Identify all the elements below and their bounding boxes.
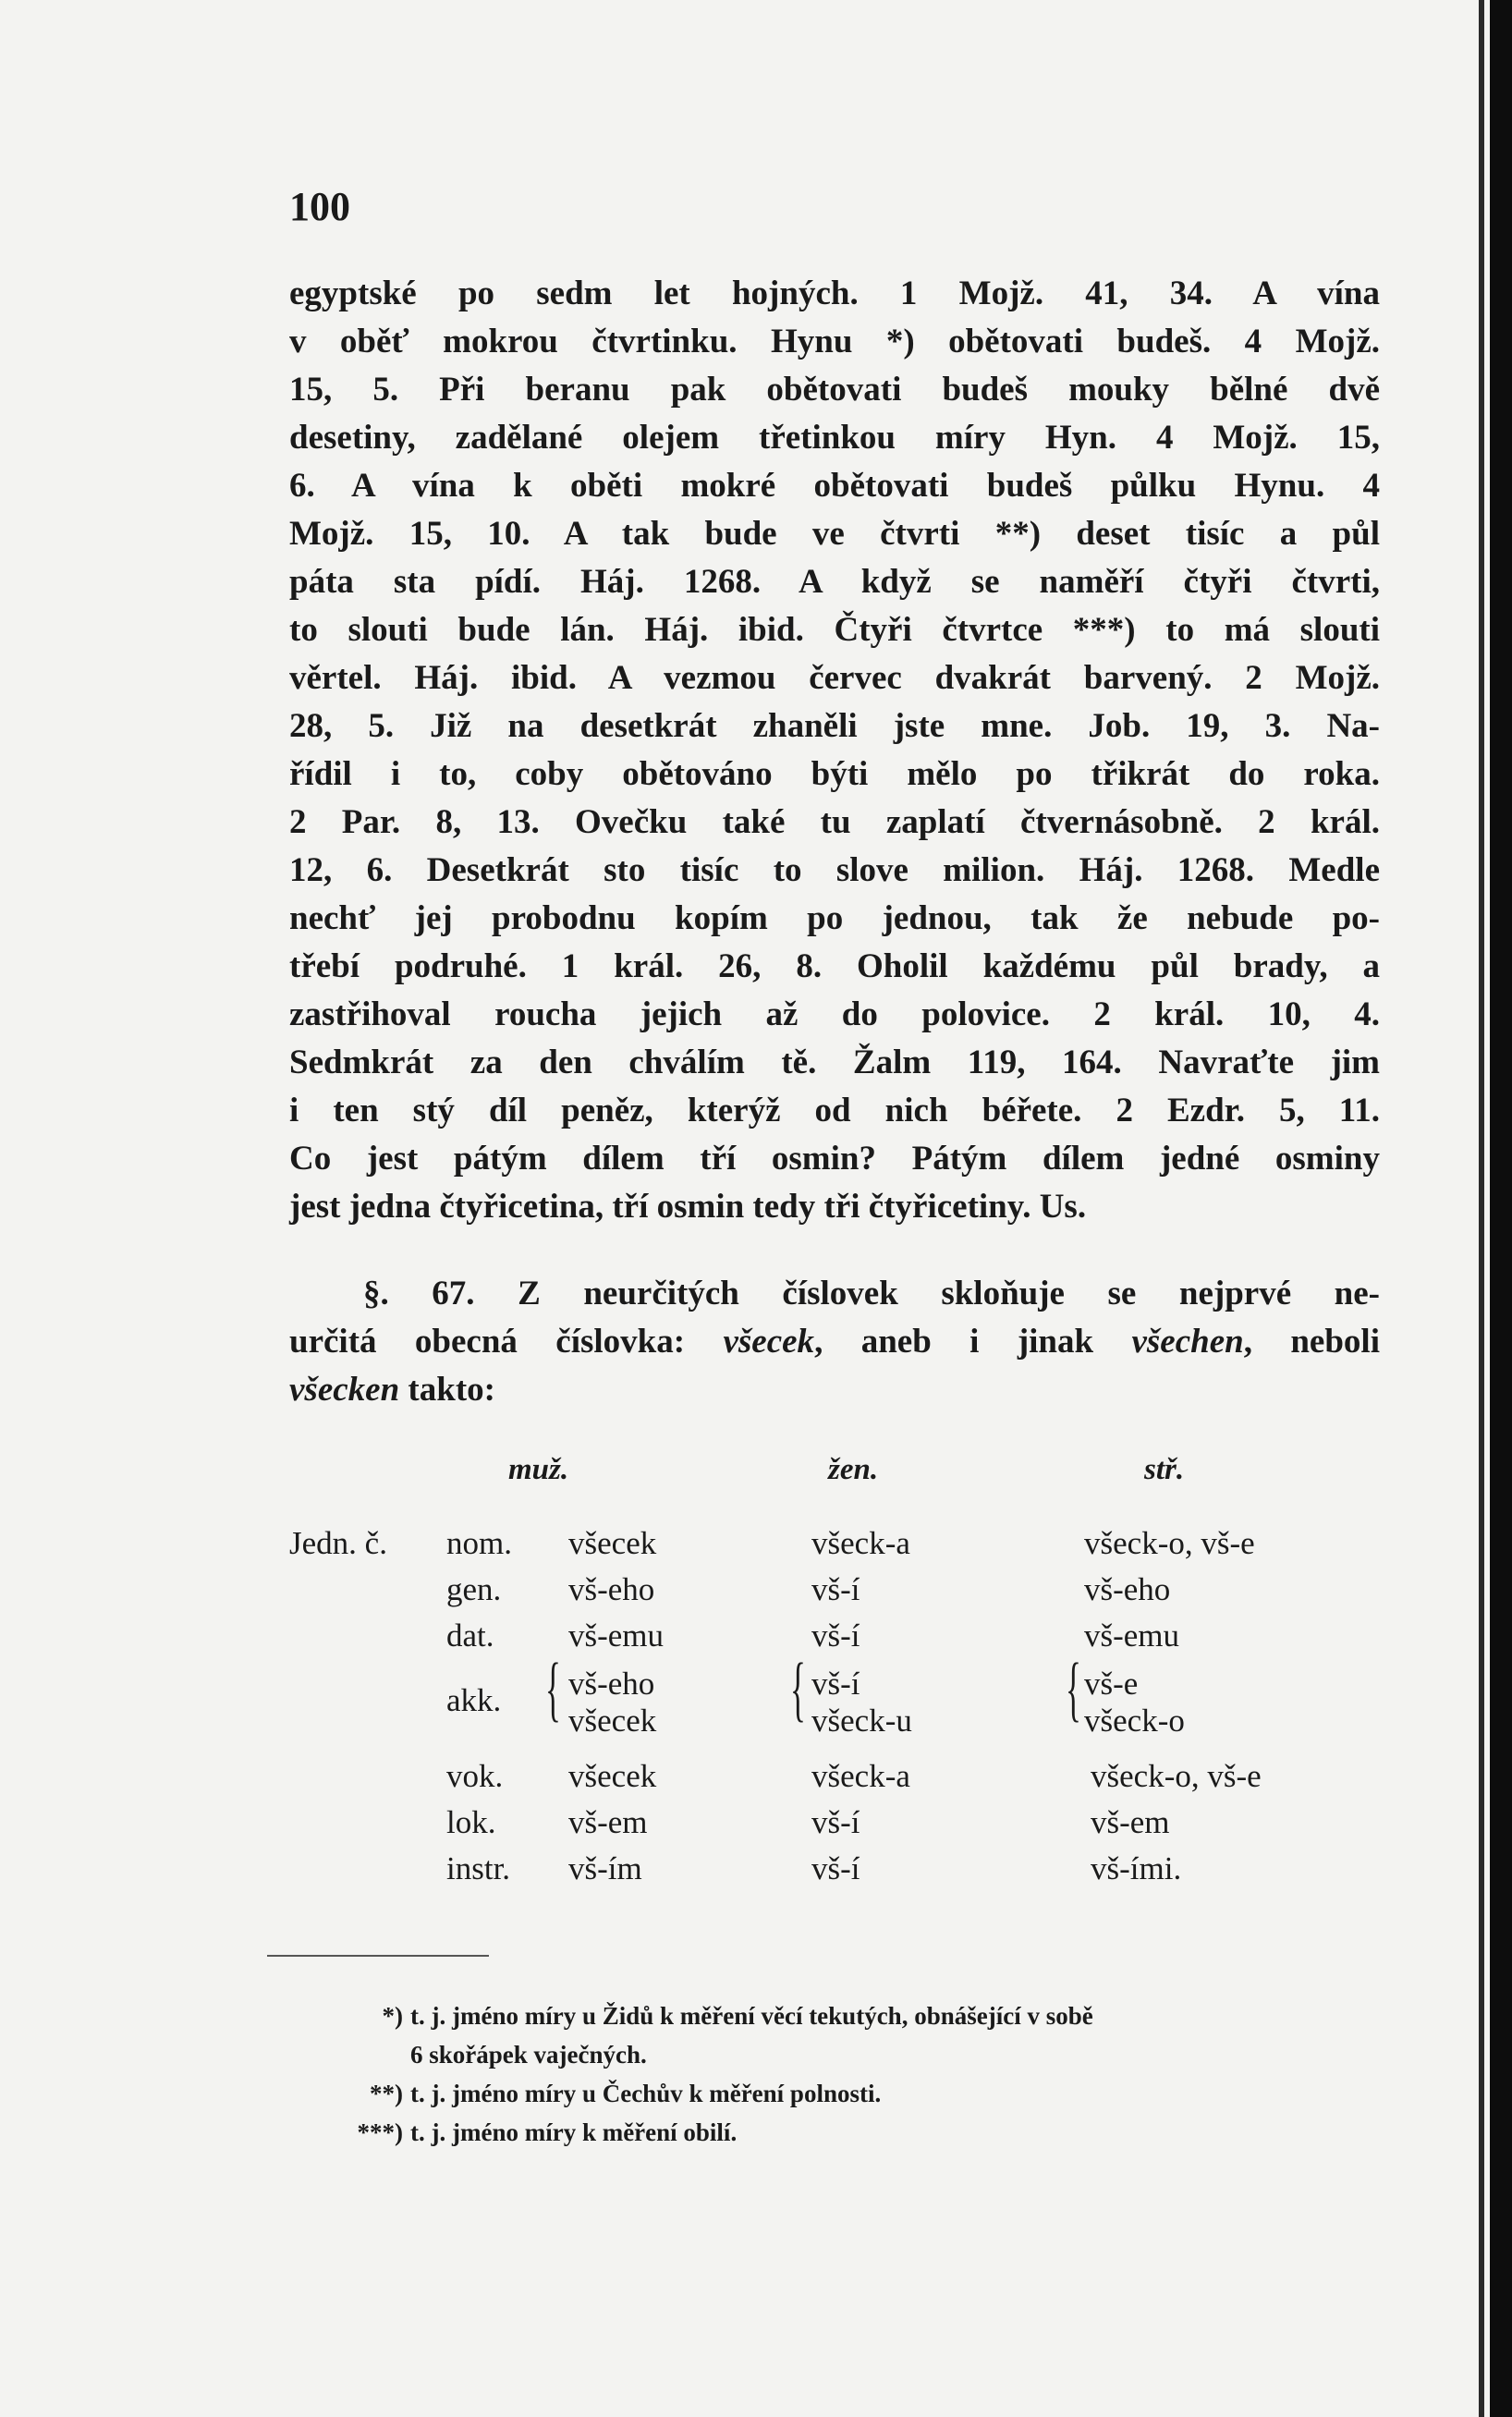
text-line: 28, 5. Již na desetkrát zhaněli jste mne. Job. 19, 3. Na- [289, 707, 1380, 745]
form-neut: všeck-o, vš-e [1091, 1758, 1262, 1794]
text-line: Mojž. 15, 10. A tak bude ve čtvrti **) deset tisíc a půl [289, 515, 1380, 553]
text-line: 6. A vína k oběti mokré obětovati budeš půlku Hynu. 4 [289, 467, 1380, 505]
text-line [289, 1318, 1380, 1366]
text-line: Co jest pátým dílem tří osmin? Pátým dílem jedné osminy [289, 1140, 1380, 1178]
form-neut: vš-e [1084, 1666, 1139, 1702]
text-run: takto: [399, 1371, 495, 1409]
form-masc: vš-em [568, 1804, 648, 1840]
text-line: věrtel. Háj. ibid. A vezmou červec dvakrát barvený. 2 Mojž. [289, 659, 1380, 697]
footnotes [333, 1996, 1377, 2152]
footnote-mark: ***) [357, 2118, 403, 2146]
case-label: instr. [446, 1850, 511, 1886]
footnote-divider [267, 1955, 489, 1957]
text-run: , aneb i jinak [814, 1323, 1132, 1361]
header-neuter: stř. [1144, 1453, 1185, 1486]
header-masculine: muž. [508, 1453, 569, 1486]
text-line: Sedmkrát za den chválím tě. Žalm 119, 164. Navraťte jim [289, 1044, 1380, 1081]
footnote-text: t. j. jméno míry u Čechův k měření polnosti. [410, 2080, 882, 2107]
brace: { [545, 1648, 561, 1728]
text-line: jest jedna čtyřicetina, tří osmin tedy tři čtyřicetiny. Us. [289, 1188, 1087, 1226]
form-neut: vš-ími. [1091, 1850, 1182, 1886]
form-masc: vš-emu [568, 1617, 665, 1654]
form-fem: vš-í [811, 1571, 860, 1607]
form-fem: vš-í [811, 1617, 860, 1654]
form-fem-alt: všeck-u [811, 1703, 912, 1739]
form-fem: vš-í [811, 1804, 860, 1840]
number-label: Jedn. č. [289, 1525, 387, 1561]
text-line: 15, 5. Při beranu pak obětovati budeš mouky bělné dvě [289, 371, 1380, 409]
form-masc-alt: všecek [568, 1703, 657, 1739]
term-vsecek: všecek [723, 1323, 815, 1361]
footnote-continuation: 6 skořápek vaječných. [410, 2041, 647, 2069]
form-masc: vš-eho [568, 1666, 655, 1702]
form-neut-alt: všeck-o [1084, 1703, 1185, 1739]
form-fem: všeck-a [811, 1758, 910, 1794]
text-line: třebí podruhé. 1 král. 26, 8. Oholil každému půl brady, a [289, 947, 1380, 985]
scan-border [1490, 0, 1512, 2417]
paragraph-67 [289, 1270, 1380, 1414]
text-line: desetiny, zadělané olejem třetinkou míry Hyn. 4 Mojž. 15, [289, 419, 1380, 457]
case-label: vok. [446, 1758, 504, 1794]
form-masc: všecek [568, 1758, 657, 1794]
form-masc: vš-ím [568, 1850, 642, 1886]
page-number: 100 [289, 184, 350, 229]
text-line: 2 Par. 8, 13. Ovečku také tu zaplatí čtvernásobně. 2 král. [289, 803, 1380, 841]
brace: { [790, 1648, 806, 1728]
form-fem: vš-í [811, 1850, 860, 1886]
form-masc: všecek [568, 1525, 657, 1561]
declension-table [289, 1453, 1380, 1915]
term-vsecken: všecken [289, 1371, 400, 1409]
form-neut: vš-emu [1084, 1617, 1180, 1654]
text-run: určitá obecná číslovka: [289, 1323, 724, 1361]
footnote-mark: **) [370, 2080, 403, 2107]
text-line: 12, 6. Desetkrát sto tisíc to slove milion. Háj. 1268. Medle [289, 851, 1380, 889]
form-neut: vš-em [1091, 1804, 1170, 1840]
footnote [333, 1996, 1377, 2035]
case-label: dat. [446, 1617, 494, 1654]
case-label: gen. [446, 1571, 502, 1607]
header-feminine: žen. [828, 1453, 879, 1486]
case-label: nom. [446, 1525, 512, 1561]
text-line: to slouti bude lán. Háj. ibid. Čtyři čtvrtce ***) to má slouti [289, 611, 1380, 649]
brace: { [1066, 1648, 1081, 1728]
case-label: lok. [446, 1804, 496, 1840]
form-neut: všeck-o, vš-e [1084, 1525, 1255, 1561]
form-masc: vš-eho [568, 1571, 655, 1607]
footnote [333, 2074, 1377, 2113]
text-line: zastřihoval roucha jejich až do polovice. 2 král. 10, 4. [289, 995, 1380, 1033]
footnote [333, 2113, 1377, 2152]
text-run: , neboli [1243, 1323, 1380, 1361]
form-fem: všeck-a [811, 1525, 910, 1561]
term-vsechen: všechen [1131, 1323, 1244, 1361]
footnote-text: t. j. jméno míry k měření obilí. [410, 2118, 738, 2146]
text-line: i ten stý díl peněz, kterýž od nich béřete. 2 Ezdr. 5, 11. [289, 1092, 1380, 1129]
text-line: nechť jej probodnu kopím po jednou, tak že nebude po- [289, 899, 1380, 937]
text-line: v oběť mokrou čtvrtinku. Hynu *) obětovati budeš. 4 Mojž. [289, 323, 1380, 360]
footnote-text: t. j. jméno míry u Židů k měření věcí tekutých, obnášející v sobě [410, 2002, 1093, 2030]
paragraph-1 [289, 270, 1380, 1231]
form-neut: vš-eho [1084, 1571, 1171, 1607]
text-line: řídil i to, coby obětováno býti mělo po třikrát do roka. [289, 755, 1380, 793]
text-line: egyptské po sedm let hojných. 1 Mojž. 41, 34. A vína [289, 275, 1380, 312]
text-line [289, 1366, 1380, 1414]
footnote-mark: *) [382, 2002, 403, 2030]
text-line: páta sta pídí. Háj. 1268. A když se naměří čtyři čtvrti, [289, 563, 1380, 601]
case-label: akk. [446, 1682, 502, 1718]
page-edge-shadow [1479, 0, 1484, 2417]
section-heading-line: §. 67. Z neurčitých číslovek skloňuje se nejprvé ne- [363, 1275, 1380, 1312]
form-fem: vš-í [811, 1666, 860, 1702]
